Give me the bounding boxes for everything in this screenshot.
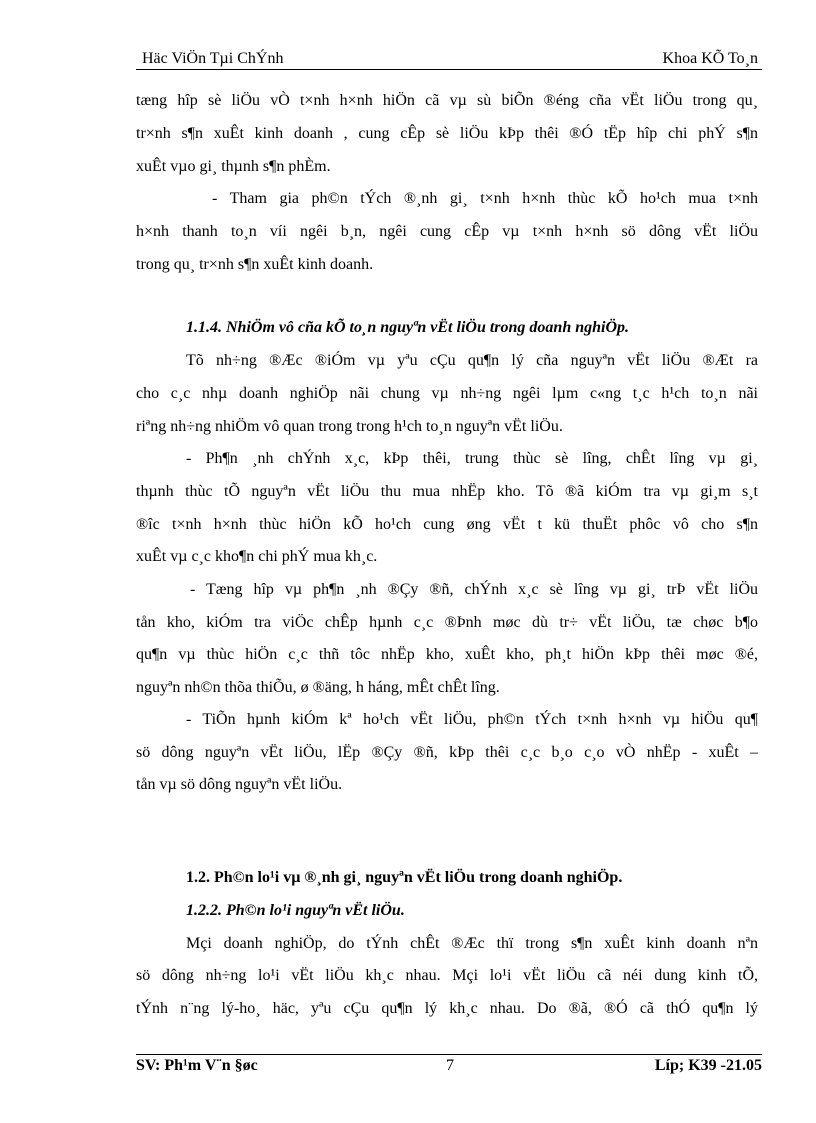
- body-line: thµnh thùc tÕ nguyªn vËt liÖu thu mua nhËp kho. Tõ ®ã kiÓm tra vµ gi¸m s¸t: [136, 483, 758, 500]
- footer-class: Líp; K39 -21.05: [654, 1057, 762, 1074]
- section-heading-1-2-2: 1.2.2. Ph©n lo¹i nguyªn vËt liÖu.: [186, 902, 405, 919]
- body-line: Tõ nh÷ng ®Æc ®iÓm vµ yªu cÇu qu¶n lý cña nguyªn vËt liÖu ®Æt ra: [186, 352, 758, 369]
- body-line: tr×nh s¶n xuÊt kinh doanh , cung cÊp sè liÖu kÞp thêi ®Ó tËp hîp chi phÝ s¶n: [136, 125, 758, 142]
- body-line: h×nh thanh to¸n víi ngêi b¸n, ngêi cung cÊp vµ t×nh h×nh sö dông vËt liÖu: [136, 223, 758, 240]
- body-line: ®îc t×nh h×nh thùc hiÖn kÕ ho¹ch cung øng vËt t kü thuËt phôc vô cho s¶n: [136, 516, 758, 533]
- body-line: tÝnh n¨ng lý-ho¸ häc, yªu cÇu qu¶n lý kh¸c nhau. Do ®ã, ®Ó cã thÓ qu¶n lý: [136, 1000, 758, 1017]
- footer-rule: [136, 1054, 762, 1055]
- page-header: [136, 50, 762, 70]
- body-line: trong qu¸ tr×nh s¶n xuÊt kinh doanh.: [136, 256, 374, 273]
- page-footer: [136, 1057, 762, 1077]
- body-line: riªng nh÷ng nhiÖm vô quan trong trong h¹ch to¸n nguyªn vËt liÖu.: [136, 418, 563, 435]
- body-line: - TiÕn hµnh kiÓm kª ho¹ch vËt liÖu, ph©n tÝch t×nh h×nh vµ hiÖu qu¶: [186, 711, 758, 728]
- header-faculty: Khoa KÕ To¸n: [662, 50, 758, 67]
- body-line: - Ph¶n ¸nh chÝnh x¸c, kÞp thêi, trung thùc sè lîng, chÊt lîng vµ gi¸: [186, 450, 758, 467]
- body-line: xuÊt vµ c¸c kho¶n chi phÝ mua kh¸c.: [136, 548, 378, 565]
- section-heading-1-2: 1.2. Ph©n lo¹i vµ ®¸nh gi¸ nguyªn vËt liÖu trong doanh nghiÖp.: [186, 869, 623, 886]
- header-institution: Häc ViÖn Tµi ChÝnh: [142, 50, 284, 67]
- page-number: 7: [446, 1057, 454, 1074]
- body-line: - Tham gia ph©n tÝch ®¸nh gi¸ t×nh h×nh thùc kÕ ho¹ch mua t×nh: [212, 190, 758, 207]
- body-line: Mçi doanh nghiÖp, do tÝnh chÊt ®Æc thï trong s¶n xuÊt kinh doanh nªn: [186, 935, 758, 952]
- body-line: tæng hîp sè liÖu vÒ t×nh h×nh hiÖn cã vµ sù biÕn ®éng cña vËt liÖu trong qu¸: [136, 92, 758, 109]
- body-line: tån kho, kiÓm tra viÖc chÊp hµnh c¸c ®Þnh møc dù tr÷ vËt liÖu, tæ chøc b¶o: [136, 614, 758, 631]
- header-rule: [136, 69, 762, 70]
- body-line: xuÊt vµo gi¸ thµnh s¶n phÈm.: [136, 158, 331, 175]
- body-line: tån vµ sö dông nguyªn vËt liÖu.: [136, 776, 343, 793]
- body-line: qu¶n vµ thùc hiÖn c¸c thñ tôc nhËp kho, xuÊt kho, ph¸t hiÖn kÞp thêi møc ®é,: [136, 646, 758, 663]
- footer-student: SV: Ph¹m V¨n §øc: [136, 1057, 258, 1074]
- body-line: sö dông nh÷ng lo¹i vËt liÖu kh¸c nhau. Mçi lo¹i vËt liÖu cã néi dung kinh tÕ,: [136, 967, 758, 984]
- body-line: cho c¸c nhµ doanh nghiÖp nãi chung vµ nh÷ng ngêi lµm c«ng t¸c h¹ch to¸n nãi: [136, 385, 758, 402]
- body-line: - Tæng hîp vµ ph¶n ¸nh ®Çy ®ñ, chÝnh x¸c sè lîng vµ gi¸ trÞ vËt liÖu: [190, 581, 758, 598]
- body-line: nguyªn nh©n thõa thiÕu, ø ®äng, h háng, mÊt chÊt lîng.: [136, 679, 500, 696]
- body-line: sö dông nguyªn vËt liÖu, lËp ®Çy ®ñ, kÞp thêi c¸c b¸o c¸o vÒ nhËp - xuÊt –: [136, 744, 758, 761]
- section-heading-1-1-4: 1.1.4. NhiÖm vô cña kÕ to¸n nguyªn vËt liÖu trong doanh nghiÖp.: [186, 319, 630, 336]
